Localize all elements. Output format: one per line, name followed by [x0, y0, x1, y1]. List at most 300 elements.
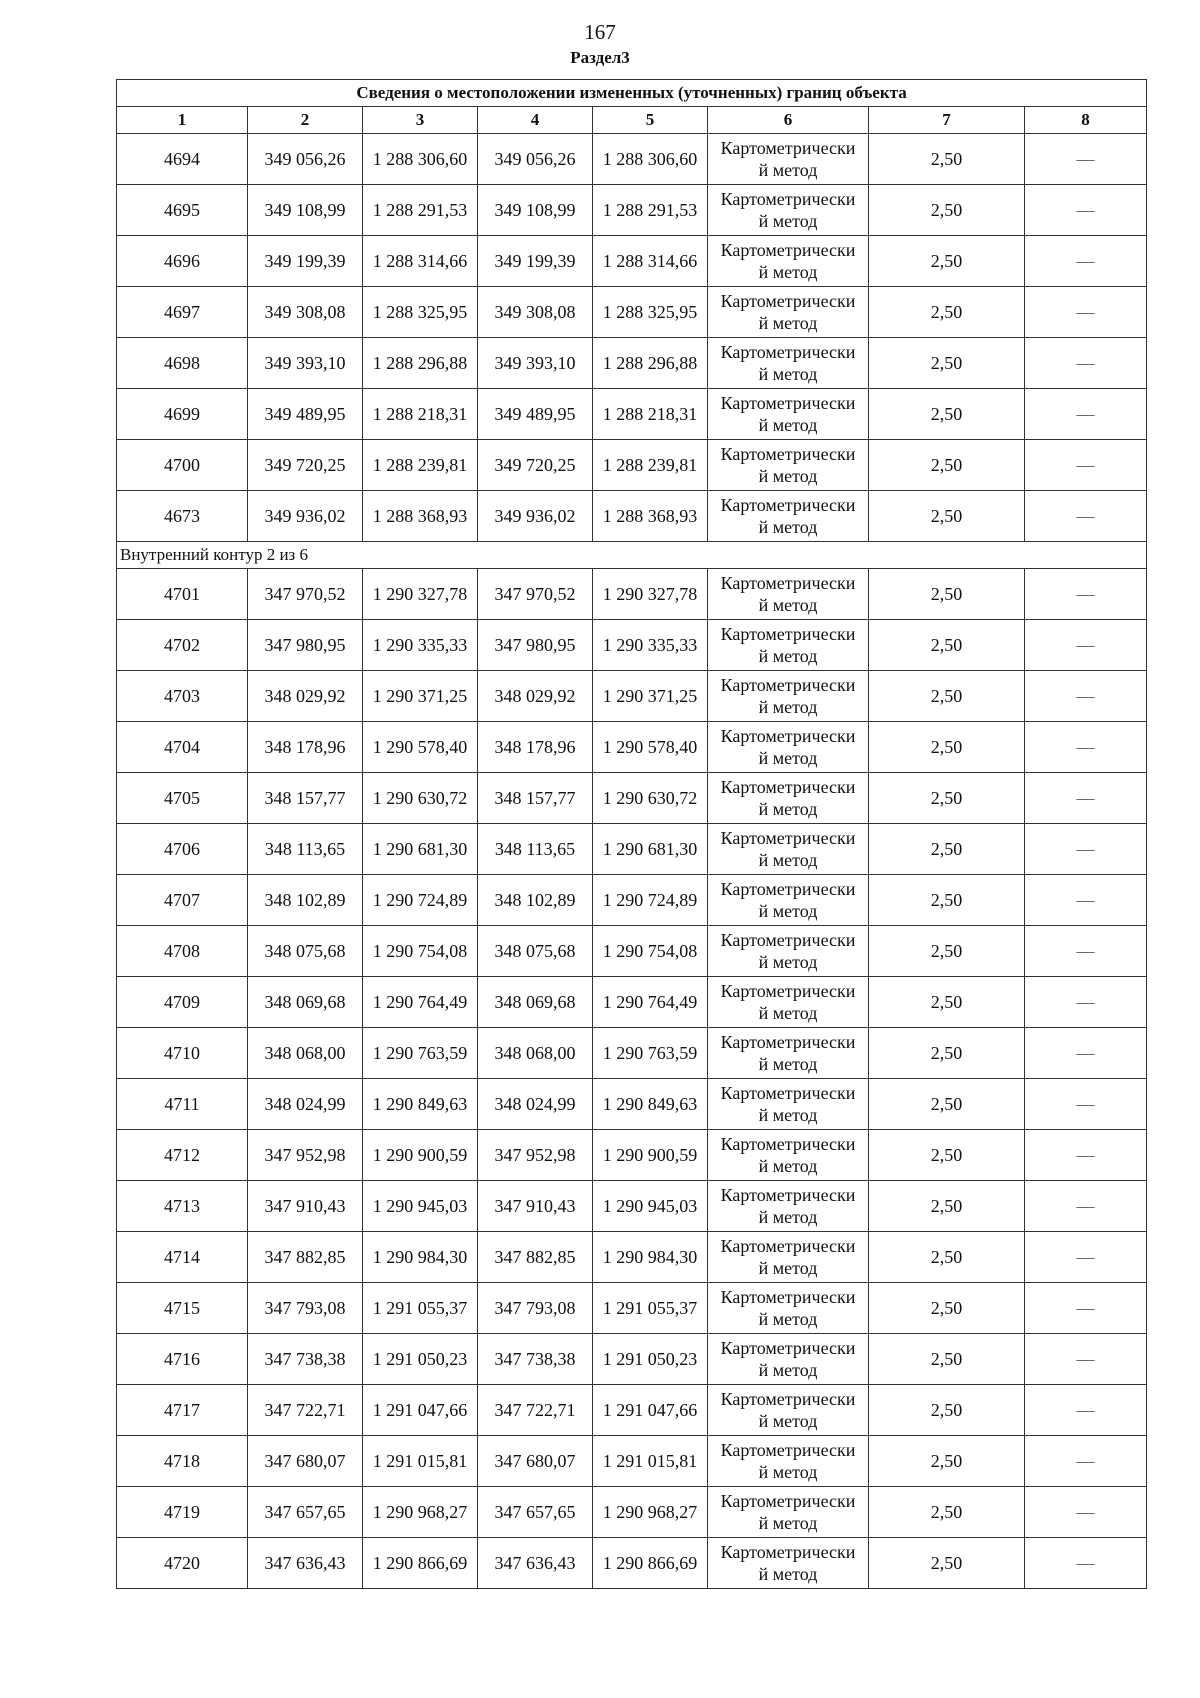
accuracy-cell: 2,50 [869, 185, 1025, 236]
x-coordinate-existing-cell: 349 720,25 [248, 440, 363, 491]
note-cell: — [1025, 1028, 1147, 1079]
x-coordinate-existing-cell: 347 970,52 [248, 569, 363, 620]
table-row [117, 134, 1147, 185]
method-text-line: Картометрически [720, 1389, 856, 1409]
table-row [117, 620, 1147, 671]
y-coordinate-existing-cell: 1 290 371,25 [363, 671, 478, 722]
table-row [117, 287, 1147, 338]
table-row [117, 440, 1147, 491]
point-number-cell: 4673 [117, 491, 248, 542]
column-number-header: 4 [478, 107, 593, 134]
column-number-header: 6 [708, 107, 869, 134]
method-text-line: й метод [758, 1462, 818, 1482]
method-text-line: й метод [758, 1309, 818, 1329]
note-cell: — [1025, 722, 1147, 773]
x-coordinate-refined-cell: 348 029,92 [478, 671, 593, 722]
x-coordinate-refined-cell: 347 952,98 [478, 1130, 593, 1181]
note-cell: — [1025, 1181, 1147, 1232]
point-number-cell: 4711 [117, 1079, 248, 1130]
boundary-coordinates-table [116, 79, 1147, 1589]
y-coordinate-existing-cell: 1 290 630,72 [363, 773, 478, 824]
note-cell: — [1025, 671, 1147, 722]
method-cell [708, 389, 869, 440]
point-number-cell: 4705 [117, 773, 248, 824]
method-cell [708, 722, 869, 773]
method-text-line: Картометрически [720, 1185, 856, 1205]
accuracy-cell: 2,50 [869, 440, 1025, 491]
method-cell [708, 1436, 869, 1487]
y-coordinate-existing-cell: 1 290 945,03 [363, 1181, 478, 1232]
method-text-line: й метод [758, 313, 818, 333]
x-coordinate-refined-cell: 347 910,43 [478, 1181, 593, 1232]
x-coordinate-refined-cell: 347 970,52 [478, 569, 593, 620]
accuracy-cell: 2,50 [869, 620, 1025, 671]
note-cell: — [1025, 287, 1147, 338]
accuracy-cell: 2,50 [869, 1334, 1025, 1385]
method-text-line: й метод [758, 466, 818, 486]
x-coordinate-refined-cell: 349 308,08 [478, 287, 593, 338]
accuracy-cell: 2,50 [869, 338, 1025, 389]
x-coordinate-refined-cell: 349 108,99 [478, 185, 593, 236]
x-coordinate-refined-cell: 347 657,65 [478, 1487, 593, 1538]
method-cell [708, 287, 869, 338]
method-text-line: Картометрически [720, 189, 856, 209]
table-caption: Сведения о местоположении измененных (уточненных) границ объекта [117, 80, 1147, 107]
method-text-line: Картометрически [720, 879, 856, 899]
table-row [117, 926, 1147, 977]
method-text-line: й метод [758, 1207, 818, 1227]
y-coordinate-existing-cell: 1 290 578,40 [363, 722, 478, 773]
x-coordinate-existing-cell: 347 636,43 [248, 1538, 363, 1589]
note-cell: — [1025, 1232, 1147, 1283]
x-coordinate-refined-cell: 348 024,99 [478, 1079, 593, 1130]
method-cell [708, 773, 869, 824]
table-row [117, 824, 1147, 875]
accuracy-cell: 2,50 [869, 875, 1025, 926]
y-coordinate-existing-cell: 1 288 218,31 [363, 389, 478, 440]
method-cell [708, 1232, 869, 1283]
method-text-line: й метод [758, 211, 818, 231]
y-coordinate-refined-cell: 1 290 984,30 [593, 1232, 708, 1283]
y-coordinate-refined-cell: 1 288 314,66 [593, 236, 708, 287]
y-coordinate-refined-cell: 1 290 578,40 [593, 722, 708, 773]
method-text-line: й метод [758, 952, 818, 972]
column-number-header: 2 [248, 107, 363, 134]
accuracy-cell: 2,50 [869, 1283, 1025, 1334]
x-coordinate-refined-cell: 349 936,02 [478, 491, 593, 542]
x-coordinate-refined-cell: 349 489,95 [478, 389, 593, 440]
method-text-line: Картометрически [720, 1440, 856, 1460]
method-text-line: й метод [758, 1156, 818, 1176]
method-text-line: Картометрически [720, 573, 856, 593]
note-cell: — [1025, 1487, 1147, 1538]
note-cell: — [1025, 491, 1147, 542]
y-coordinate-refined-cell: 1 290 327,78 [593, 569, 708, 620]
section-title: Раздел3 [570, 48, 630, 67]
x-coordinate-existing-cell: 348 068,00 [248, 1028, 363, 1079]
table-row [117, 1538, 1147, 1589]
column-number-header: 3 [363, 107, 478, 134]
y-coordinate-refined-cell: 1 288 239,81 [593, 440, 708, 491]
y-coordinate-refined-cell: 1 290 866,69 [593, 1538, 708, 1589]
x-coordinate-refined-cell: 348 075,68 [478, 926, 593, 977]
point-number-cell: 4699 [117, 389, 248, 440]
note-cell: — [1025, 926, 1147, 977]
x-coordinate-refined-cell: 349 393,10 [478, 338, 593, 389]
y-coordinate-refined-cell: 1 290 630,72 [593, 773, 708, 824]
method-text-line: Картометрически [720, 624, 856, 644]
method-text-line: й метод [758, 1513, 818, 1533]
y-coordinate-refined-cell: 1 288 291,53 [593, 185, 708, 236]
y-coordinate-existing-cell: 1 290 764,49 [363, 977, 478, 1028]
note-cell: — [1025, 1130, 1147, 1181]
point-number-cell: 4694 [117, 134, 248, 185]
x-coordinate-refined-cell: 347 980,95 [478, 620, 593, 671]
accuracy-cell: 2,50 [869, 926, 1025, 977]
point-number-cell: 4698 [117, 338, 248, 389]
table-row [117, 1283, 1147, 1334]
accuracy-cell: 2,50 [869, 824, 1025, 875]
accuracy-cell: 2,50 [869, 1487, 1025, 1538]
method-cell [708, 1079, 869, 1130]
table-row [117, 1028, 1147, 1079]
y-coordinate-refined-cell: 1 291 055,37 [593, 1283, 708, 1334]
method-text-line: й метод [758, 1258, 818, 1278]
method-text-line: Картометрически [720, 342, 856, 362]
table-row [117, 977, 1147, 1028]
y-coordinate-refined-cell: 1 291 050,23 [593, 1334, 708, 1385]
method-text-line: й метод [758, 262, 818, 282]
y-coordinate-refined-cell: 1 290 900,59 [593, 1130, 708, 1181]
x-coordinate-existing-cell: 347 952,98 [248, 1130, 363, 1181]
method-cell [708, 1538, 869, 1589]
accuracy-cell: 2,50 [869, 1385, 1025, 1436]
accuracy-cell: 2,50 [869, 236, 1025, 287]
method-cell [708, 236, 869, 287]
y-coordinate-refined-cell: 1 290 764,49 [593, 977, 708, 1028]
x-coordinate-refined-cell: 347 882,85 [478, 1232, 593, 1283]
accuracy-cell: 2,50 [869, 1436, 1025, 1487]
method-text-line: Картометрически [720, 930, 856, 950]
method-cell [708, 875, 869, 926]
note-cell: — [1025, 185, 1147, 236]
x-coordinate-refined-cell: 348 068,00 [478, 1028, 593, 1079]
method-cell [708, 1028, 869, 1079]
method-cell [708, 1283, 869, 1334]
y-coordinate-refined-cell: 1 288 296,88 [593, 338, 708, 389]
method-cell [708, 338, 869, 389]
point-number-cell: 4707 [117, 875, 248, 926]
method-text-line: Картометрически [720, 291, 856, 311]
table-row [117, 1130, 1147, 1181]
x-coordinate-refined-cell: 348 102,89 [478, 875, 593, 926]
y-coordinate-existing-cell: 1 290 763,59 [363, 1028, 478, 1079]
point-number-cell: 4696 [117, 236, 248, 287]
table-row [117, 1487, 1147, 1538]
column-number-header: 1 [117, 107, 248, 134]
table-row [117, 389, 1147, 440]
method-text-line: Картометрически [720, 1491, 856, 1511]
method-text-line: Картометрически [720, 393, 856, 413]
x-coordinate-existing-cell: 349 393,10 [248, 338, 363, 389]
x-coordinate-existing-cell: 349 936,02 [248, 491, 363, 542]
method-text-line: й метод [758, 595, 818, 615]
y-coordinate-existing-cell: 1 288 325,95 [363, 287, 478, 338]
method-cell [708, 1181, 869, 1232]
method-text-line: Картометрически [720, 495, 856, 515]
point-number-cell: 4718 [117, 1436, 248, 1487]
method-text-line: Картометрически [720, 444, 856, 464]
method-cell [708, 134, 869, 185]
y-coordinate-existing-cell: 1 288 306,60 [363, 134, 478, 185]
note-cell: — [1025, 1079, 1147, 1130]
point-number-cell: 4706 [117, 824, 248, 875]
y-coordinate-refined-cell: 1 290 371,25 [593, 671, 708, 722]
method-cell [708, 671, 869, 722]
point-number-cell: 4702 [117, 620, 248, 671]
x-coordinate-existing-cell: 349 108,99 [248, 185, 363, 236]
y-coordinate-refined-cell: 1 288 325,95 [593, 287, 708, 338]
y-coordinate-refined-cell: 1 290 945,03 [593, 1181, 708, 1232]
note-cell: — [1025, 620, 1147, 671]
x-coordinate-existing-cell: 347 793,08 [248, 1283, 363, 1334]
column-number-header: 5 [593, 107, 708, 134]
x-coordinate-refined-cell: 348 157,77 [478, 773, 593, 824]
method-text-line: Картометрически [720, 1236, 856, 1256]
table-row [117, 1181, 1147, 1232]
x-coordinate-existing-cell: 349 199,39 [248, 236, 363, 287]
table-row [117, 1079, 1147, 1130]
x-coordinate-refined-cell: 349 199,39 [478, 236, 593, 287]
method-text-line: й метод [758, 1105, 818, 1125]
method-text-line: й метод [758, 160, 818, 180]
method-cell [708, 1385, 869, 1436]
table-row [117, 773, 1147, 824]
method-cell [708, 824, 869, 875]
method-text-line: й метод [758, 517, 818, 537]
accuracy-cell: 2,50 [869, 722, 1025, 773]
x-coordinate-refined-cell: 347 738,38 [478, 1334, 593, 1385]
point-number-cell: 4715 [117, 1283, 248, 1334]
x-coordinate-existing-cell: 348 024,99 [248, 1079, 363, 1130]
point-number-cell: 4713 [117, 1181, 248, 1232]
table-row [117, 236, 1147, 287]
accuracy-cell: 2,50 [869, 1181, 1025, 1232]
method-cell [708, 440, 869, 491]
x-coordinate-existing-cell: 347 882,85 [248, 1232, 363, 1283]
method-text-line: Картометрически [720, 1287, 856, 1307]
y-coordinate-refined-cell: 1 288 368,93 [593, 491, 708, 542]
point-number-cell: 4697 [117, 287, 248, 338]
y-coordinate-existing-cell: 1 291 055,37 [363, 1283, 478, 1334]
method-text-line: Картометрически [720, 777, 856, 797]
x-coordinate-refined-cell: 347 722,71 [478, 1385, 593, 1436]
y-coordinate-refined-cell: 1 288 218,31 [593, 389, 708, 440]
y-coordinate-refined-cell: 1 290 335,33 [593, 620, 708, 671]
y-coordinate-existing-cell: 1 288 314,66 [363, 236, 478, 287]
accuracy-cell: 2,50 [869, 1232, 1025, 1283]
table-row [117, 338, 1147, 389]
x-coordinate-existing-cell: 347 980,95 [248, 620, 363, 671]
accuracy-cell: 2,50 [869, 671, 1025, 722]
note-cell: — [1025, 875, 1147, 926]
method-text-line: Картометрически [720, 1032, 856, 1052]
method-cell [708, 569, 869, 620]
x-coordinate-refined-cell: 347 636,43 [478, 1538, 593, 1589]
note-cell: — [1025, 1283, 1147, 1334]
y-coordinate-existing-cell: 1 291 050,23 [363, 1334, 478, 1385]
method-text-line: й метод [758, 748, 818, 768]
x-coordinate-existing-cell: 347 657,65 [248, 1487, 363, 1538]
y-coordinate-existing-cell: 1 291 047,66 [363, 1385, 478, 1436]
note-cell: — [1025, 773, 1147, 824]
point-number-cell: 4710 [117, 1028, 248, 1079]
method-cell [708, 491, 869, 542]
x-coordinate-refined-cell: 349 056,26 [478, 134, 593, 185]
method-text-line: Картометрически [720, 138, 856, 158]
x-coordinate-existing-cell: 348 102,89 [248, 875, 363, 926]
y-coordinate-existing-cell: 1 290 849,63 [363, 1079, 478, 1130]
note-cell: — [1025, 236, 1147, 287]
method-text-line: й метод [758, 901, 818, 921]
accuracy-cell: 2,50 [869, 773, 1025, 824]
method-text-line: й метод [758, 1564, 818, 1584]
note-cell: — [1025, 338, 1147, 389]
method-cell [708, 977, 869, 1028]
x-coordinate-existing-cell: 348 075,68 [248, 926, 363, 977]
y-coordinate-existing-cell: 1 288 291,53 [363, 185, 478, 236]
note-cell: — [1025, 1334, 1147, 1385]
table-row [117, 185, 1147, 236]
method-text-line: Картометрически [720, 981, 856, 1001]
method-cell [708, 1334, 869, 1385]
table-row [117, 1436, 1147, 1487]
method-text-line: Картометрически [720, 828, 856, 848]
accuracy-cell: 2,50 [869, 1130, 1025, 1181]
note-cell: — [1025, 1436, 1147, 1487]
page-number: 167 [584, 20, 616, 44]
y-coordinate-existing-cell: 1 290 681,30 [363, 824, 478, 875]
x-coordinate-refined-cell: 347 680,07 [478, 1436, 593, 1487]
note-cell: — [1025, 134, 1147, 185]
method-cell [708, 1487, 869, 1538]
x-coordinate-existing-cell: 349 489,95 [248, 389, 363, 440]
x-coordinate-existing-cell: 347 910,43 [248, 1181, 363, 1232]
point-number-cell: 4720 [117, 1538, 248, 1589]
point-number-cell: 4701 [117, 569, 248, 620]
y-coordinate-existing-cell: 1 290 754,08 [363, 926, 478, 977]
table-row [117, 1385, 1147, 1436]
y-coordinate-existing-cell: 1 288 296,88 [363, 338, 478, 389]
method-text-line: Картометрически [720, 1083, 856, 1103]
y-coordinate-existing-cell: 1 290 866,69 [363, 1538, 478, 1589]
table-row [117, 722, 1147, 773]
y-coordinate-refined-cell: 1 290 763,59 [593, 1028, 708, 1079]
method-text-line: й метод [758, 799, 818, 819]
contour-heading-row [117, 542, 1147, 569]
y-coordinate-refined-cell: 1 290 849,63 [593, 1079, 708, 1130]
x-coordinate-existing-cell: 347 680,07 [248, 1436, 363, 1487]
method-text-line: й метод [758, 1360, 818, 1380]
x-coordinate-existing-cell: 349 308,08 [248, 287, 363, 338]
x-coordinate-existing-cell: 349 056,26 [248, 134, 363, 185]
y-coordinate-existing-cell: 1 290 984,30 [363, 1232, 478, 1283]
y-coordinate-existing-cell: 1 288 239,81 [363, 440, 478, 491]
accuracy-cell: 2,50 [869, 491, 1025, 542]
x-coordinate-existing-cell: 348 178,96 [248, 722, 363, 773]
method-text-line: Картометрически [720, 675, 856, 695]
method-cell [708, 185, 869, 236]
y-coordinate-existing-cell: 1 290 335,33 [363, 620, 478, 671]
point-number-cell: 4700 [117, 440, 248, 491]
table-row [117, 1232, 1147, 1283]
accuracy-cell: 2,50 [869, 287, 1025, 338]
method-text-line: Картометрически [720, 1542, 856, 1562]
y-coordinate-existing-cell: 1 290 327,78 [363, 569, 478, 620]
y-coordinate-existing-cell: 1 290 724,89 [363, 875, 478, 926]
x-coordinate-existing-cell: 348 113,65 [248, 824, 363, 875]
accuracy-cell: 2,50 [869, 1028, 1025, 1079]
y-coordinate-existing-cell: 1 288 368,93 [363, 491, 478, 542]
note-cell: — [1025, 1385, 1147, 1436]
method-text-line: й метод [758, 364, 818, 384]
column-number-row [117, 107, 1147, 134]
y-coordinate-existing-cell: 1 290 900,59 [363, 1130, 478, 1181]
method-text-line: й метод [758, 1003, 818, 1023]
point-number-cell: 4719 [117, 1487, 248, 1538]
x-coordinate-refined-cell: 349 720,25 [478, 440, 593, 491]
table-body [117, 134, 1147, 1589]
x-coordinate-existing-cell: 347 722,71 [248, 1385, 363, 1436]
point-number-cell: 4709 [117, 977, 248, 1028]
x-coordinate-existing-cell: 348 029,92 [248, 671, 363, 722]
x-coordinate-existing-cell: 348 069,68 [248, 977, 363, 1028]
note-cell: — [1025, 1538, 1147, 1589]
accuracy-cell: 2,50 [869, 389, 1025, 440]
point-number-cell: 4704 [117, 722, 248, 773]
method-text-line: й метод [758, 850, 818, 870]
column-number-header: 8 [1025, 107, 1147, 134]
method-text-line: Картометрически [720, 1134, 856, 1154]
method-text-line: Картометрически [720, 1338, 856, 1358]
note-cell: — [1025, 824, 1147, 875]
method-text-line: й метод [758, 646, 818, 666]
y-coordinate-refined-cell: 1 291 015,81 [593, 1436, 708, 1487]
accuracy-cell: 2,50 [869, 1079, 1025, 1130]
y-coordinate-refined-cell: 1 290 681,30 [593, 824, 708, 875]
y-coordinate-existing-cell: 1 290 968,27 [363, 1487, 478, 1538]
method-text-line: й метод [758, 1054, 818, 1074]
x-coordinate-refined-cell: 348 069,68 [478, 977, 593, 1028]
point-number-cell: 4695 [117, 185, 248, 236]
method-text-line: Картометрически [720, 240, 856, 260]
note-cell: — [1025, 440, 1147, 491]
y-coordinate-refined-cell: 1 288 306,60 [593, 134, 708, 185]
y-coordinate-refined-cell: 1 290 724,89 [593, 875, 708, 926]
table-row [117, 569, 1147, 620]
method-cell [708, 620, 869, 671]
note-cell: — [1025, 569, 1147, 620]
note-cell: — [1025, 389, 1147, 440]
table-row [117, 491, 1147, 542]
accuracy-cell: 2,50 [869, 134, 1025, 185]
accuracy-cell: 2,50 [869, 569, 1025, 620]
method-text-line: й метод [758, 1411, 818, 1431]
contour-label: Внутренний контур 2 из 6 [117, 542, 1147, 569]
x-coordinate-refined-cell: 347 793,08 [478, 1283, 593, 1334]
method-text-line: й метод [758, 415, 818, 435]
method-cell [708, 1130, 869, 1181]
